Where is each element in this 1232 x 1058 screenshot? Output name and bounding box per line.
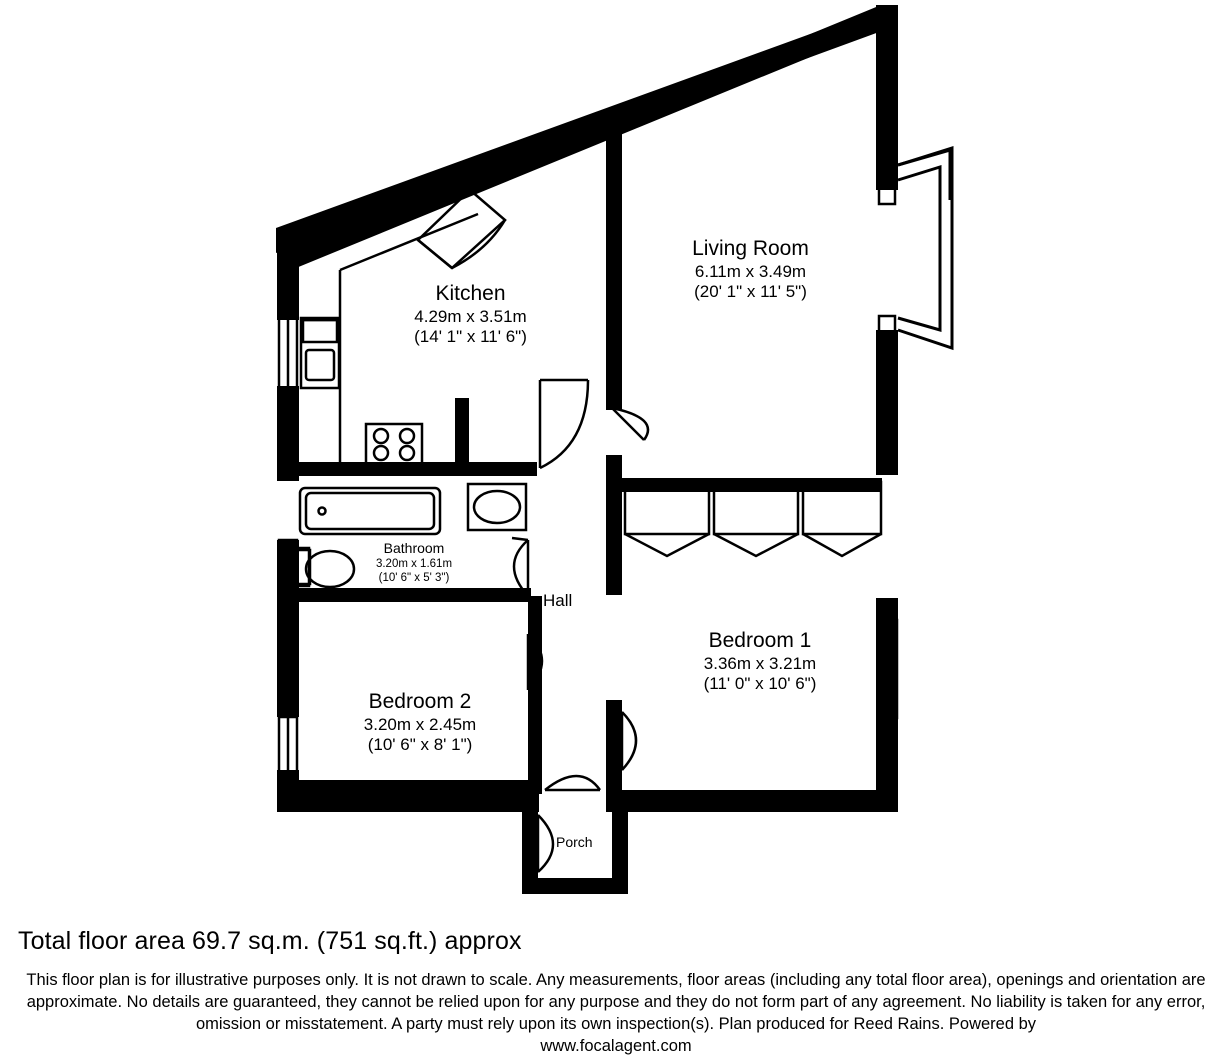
room-dim-metric-kitchen: 4.29m x 3.51m [414,306,527,326]
room-label-porch [556,834,626,851]
room-dim-metric-living-room: 6.11m x 3.49m [694,261,807,281]
room-dim-imperial-kitchen: (14' 1" x 11' 6") [414,327,527,347]
kitchen-sink-icon [301,318,339,388]
room-label-hall [543,591,613,612]
bathtub-icon [300,488,440,534]
website-link[interactable]: www.focalagent.com [540,1036,692,1055]
room-dim-imperial-living-room: (20' 1" x 11' 5") [694,282,807,302]
disclaimer-block [0,956,1232,1058]
room-dim-metric-bathroom: 3.20m x 1.61m [375,558,453,571]
room-name-bedroom-2: Bedroom 2 [368,690,472,713]
room-label-kitchen [368,281,573,348]
room-label-bedroom-1 [640,628,880,695]
room-dim-imperial-bedroom-1: (11' 0" x 10' 6") [703,674,817,694]
room-label-bathroom [343,540,485,585]
footer [0,905,1232,1058]
washbasin-icon [468,484,526,530]
room-dim-imperial-bedroom-2: (10' 6" x 8' 1") [367,735,473,755]
room-name-porch: Porch [556,834,593,850]
room-name-kitchen: Kitchen [435,282,506,305]
room-name-hall: Hall [543,591,573,610]
kitchen-hob-icon [366,424,422,464]
room-dim-metric-bedroom-1: 3.36m x 3.21m [703,653,817,673]
total-floor-area-text: Total floor area 69.7 sq.m. (751 sq.ft.) approx [18,927,522,955]
room-label-bedroom-2 [300,689,540,756]
room-label-living-room [628,236,873,303]
room-name-bedroom-1: Bedroom 1 [708,629,812,652]
room-dim-imperial-bathroom: (10' 6" x 5' 3") [378,572,450,585]
walls-group [276,5,952,894]
room-name-living-room: Living Room [692,237,809,260]
disclaimer-text: This floor plan is for illustrative purposes only. It is not drawn to scale. Any measurements, floor areas (including any total floor area), openings and orientation are approximate. No details are guaranteed, they cannot be relied upon for any purpose and they do not form part of any agreement. No liability is taken for any error, omission or misstatement. A party must rely upon its own inspection(s). Plan produced for Reed Rains. Powered by [26,971,1206,1033]
room-name-bathroom: Bathroom [383,540,445,556]
room-dim-metric-bedroom-2: 3.20m x 2.45m [363,714,477,734]
